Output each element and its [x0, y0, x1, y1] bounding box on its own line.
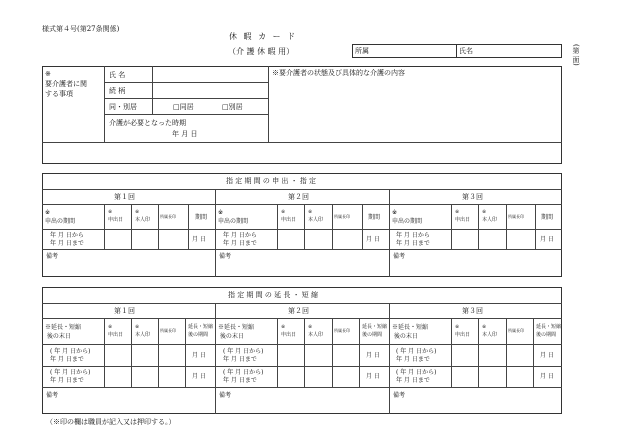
divider [104, 82, 268, 83]
col-person: ※ 本人印 [135, 209, 151, 223]
divider [535, 204, 536, 249]
extend-round-1: 第１回 [114, 307, 135, 315]
divider [304, 204, 305, 249]
divider [131, 318, 132, 387]
divider [42, 318, 562, 319]
col-seal: 所属長印 [334, 328, 350, 333]
form-number: 様式第４号(第27条関係) [42, 25, 120, 33]
side-mark: (第 面) [572, 44, 580, 66]
divider [506, 318, 507, 387]
divider [42, 344, 562, 345]
extend-to: 年 月 日まで [396, 356, 430, 363]
divider [533, 318, 534, 387]
divider [188, 204, 189, 249]
extend-days: 月 日 [192, 352, 206, 359]
divider [268, 66, 269, 142]
col-seal: 所属長印 [160, 328, 176, 333]
extend-from: ( 年 月 日から) [50, 348, 91, 355]
apply-round-1: 第１回 [114, 193, 135, 201]
name-label: 氏名 [459, 47, 473, 55]
affiliation-label: 所属 [355, 47, 369, 55]
period-days: 月 日 [540, 236, 554, 243]
extend-from: ( 年 月 日から) [396, 348, 437, 355]
period-days: 月 日 [366, 236, 380, 243]
divider [185, 318, 186, 387]
divider [42, 189, 562, 190]
notes-label: 備考 [219, 253, 232, 260]
extend-from: ( 年 月 日から) [50, 369, 91, 376]
divider [42, 229, 562, 230]
apply-round-3: 第３回 [462, 193, 483, 201]
col-person: ※ 本人印 [308, 209, 324, 223]
extend-to: 年 月 日まで [396, 377, 430, 384]
extend-to: 年 月 日まで [223, 377, 257, 384]
col-date: ※ 申出日 [108, 209, 124, 223]
col-days: 期間 [368, 214, 381, 221]
col-days: 延長・短縮 後の期間 [362, 324, 388, 338]
affiliation-field[interactable] [352, 44, 457, 58]
separate-residence-checkbox[interactable]: □別居 [222, 103, 243, 111]
care-needed-label: 介護が必要となった時期 [109, 119, 186, 127]
care-needed-date: 年 月 日 [172, 130, 198, 138]
extend-from: ( 年 月 日から) [396, 369, 437, 376]
divider [42, 387, 562, 388]
col-seal: 所属長印 [508, 214, 524, 219]
col-date: ※ 申出日 [455, 209, 471, 223]
period-from: 年 月 日から [223, 232, 257, 239]
col-person: ※ 本人印 [308, 324, 324, 338]
divider [277, 204, 278, 249]
period-from: 年 月 日から [396, 232, 430, 239]
notes-label: 備考 [46, 392, 59, 399]
same-residence-checkbox[interactable]: □同居 [173, 103, 194, 111]
divider [506, 204, 507, 249]
divider [104, 66, 105, 142]
extend-from: ( 年 月 日から) [223, 369, 264, 376]
divider [42, 249, 562, 250]
extend-from: ( 年 月 日から) [223, 348, 264, 355]
col-seal: 所属長印 [160, 214, 176, 219]
col-person: ※ 本人印 [482, 324, 498, 338]
divider [304, 318, 305, 387]
col-date: ※ 申出日 [281, 209, 297, 223]
divider [478, 318, 479, 387]
divider [215, 303, 216, 414]
footer-note: （※印の欄は職員が記入又は押印する。） [46, 418, 176, 426]
divider [104, 204, 105, 249]
care-name-label: 氏 名 [109, 71, 126, 79]
divider [104, 98, 268, 99]
col-person: ※ 本人印 [135, 324, 151, 338]
col-days: 延長・短縮 後の期間 [188, 324, 214, 338]
extend-to: 年 月 日まで [50, 356, 84, 363]
divider [42, 204, 562, 205]
col-period: ※ 申出の期間 [392, 209, 423, 225]
extend-to: 年 月 日まで [50, 377, 84, 384]
col-end: ※延長・短縮 後の末日 [218, 324, 255, 340]
divider [362, 204, 363, 249]
divider [451, 318, 452, 387]
col-seal: 所属長印 [508, 328, 524, 333]
col-date: ※ 申出日 [108, 324, 124, 338]
extend-days: 月 日 [540, 373, 554, 380]
divider [389, 303, 390, 414]
divider [131, 204, 132, 249]
name-field[interactable] [456, 44, 562, 58]
divider [42, 366, 562, 367]
period-to: 年 月 日まで [50, 240, 84, 247]
period-to: 年 月 日まで [396, 240, 430, 247]
col-date: ※ 申出日 [281, 324, 297, 338]
notes-label: 備考 [46, 253, 59, 260]
divider [478, 204, 479, 249]
care-section [42, 66, 562, 164]
care-section-label: ※ 要介護者に関 する事項 [45, 70, 87, 98]
page-subtitle: （介 護 休 暇 用） [228, 47, 295, 56]
care-relation-label: 続 柄 [109, 87, 126, 95]
divider [359, 318, 360, 387]
col-period: ※ 申出の期間 [218, 209, 249, 225]
extend-title: 指 定 期 間 の 延 長 ・ 短 縮 [228, 291, 319, 299]
col-end: ※延長・短縮 後の末日 [392, 324, 429, 340]
col-end: ※延長・短縮 後の末日 [45, 324, 82, 340]
page-title: 休 暇 カ ー ド [229, 32, 298, 41]
notes-label: 備考 [393, 392, 406, 399]
divider [152, 66, 153, 114]
col-person: ※ 本人印 [482, 209, 498, 223]
extend-to: 年 月 日まで [223, 356, 257, 363]
col-days: 期間 [195, 214, 208, 221]
divider [332, 204, 333, 249]
divider [158, 204, 159, 249]
extend-round-2: 第２回 [288, 307, 309, 315]
divider [215, 189, 216, 277]
col-seal: 所属長印 [334, 214, 350, 219]
care-living-label: 同・別居 [109, 103, 137, 111]
extend-days: 月 日 [366, 352, 380, 359]
extend-days: 月 日 [540, 352, 554, 359]
divider [104, 114, 268, 115]
divider [42, 142, 562, 143]
care-status-label: ※要介護者の状態及び具体的な介護の内容 [272, 69, 405, 77]
notes-label: 備考 [393, 253, 406, 260]
apply-round-2: 第２回 [288, 193, 309, 201]
extend-round-3: 第３回 [462, 307, 483, 315]
divider [389, 189, 390, 277]
extend-days: 月 日 [192, 373, 206, 380]
col-date: ※ 申出日 [455, 324, 471, 338]
divider [451, 204, 452, 249]
extend-days: 月 日 [366, 373, 380, 380]
col-days: 期間 [541, 214, 554, 221]
divider [158, 318, 159, 387]
divider [332, 318, 333, 387]
col-days: 延長・短縮 後の期間 [536, 324, 562, 338]
apply-title: 指 定 期 間 の 申 出 ・ 指 定 [226, 177, 317, 185]
period-to: 年 月 日まで [223, 240, 257, 247]
divider [42, 303, 562, 304]
period-from: 年 月 日から [50, 232, 84, 239]
divider [104, 318, 105, 387]
period-days: 月 日 [192, 236, 206, 243]
col-period: ※ 申出の期間 [45, 209, 76, 225]
divider [277, 318, 278, 387]
notes-label: 備考 [219, 392, 232, 399]
